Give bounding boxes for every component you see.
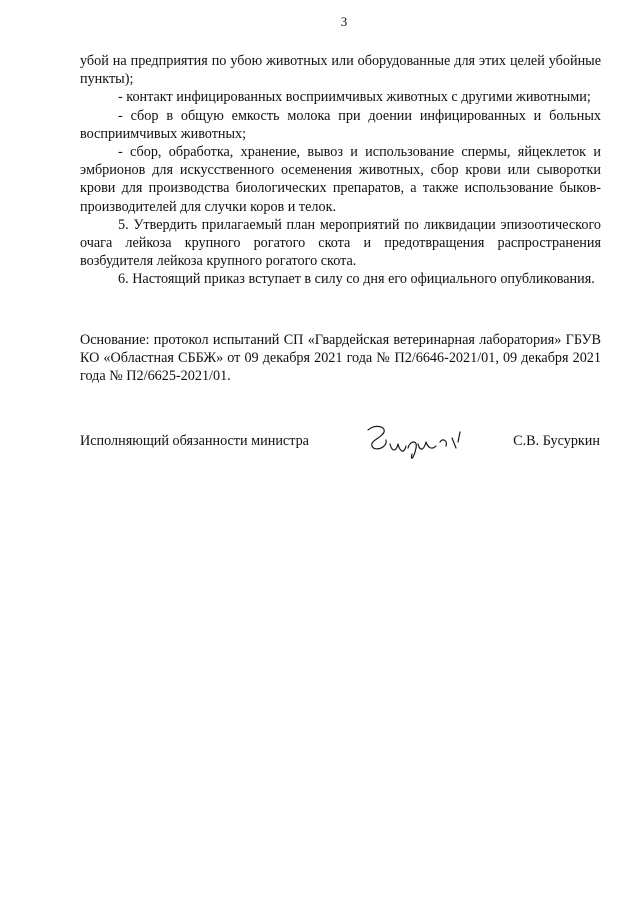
- paragraph-item-5: 5. Утвердить прилагаемый план мероприятий по ликвидации эпизоотического очага лейкоза крупного рогатого скота и предотвращения распространения возбудителя лейкоза крупного рогатого скота.: [80, 216, 601, 270]
- page-number: 3: [340, 14, 348, 29]
- paragraph-sperm: - сбор, обработка, хранение, вывоз и использование спермы, яйцеклеток и эмбрионов для искусственного осеменения животных, сбор крови или сыворотки крови для производства биологических препаратов, а также использование быков-производителей для случки коров и телок.: [80, 144, 601, 215]
- order-body: [80, 52, 601, 289]
- paragraph-contact: - контакт инфицированных восприимчивых животных с другими животными;: [118, 89, 591, 106]
- signatory-name: С.В. Бусуркин: [513, 433, 600, 449]
- paragraph-milk: - сбор в общую емкость молока при доении инфицированных и больных восприимчивых животных;: [80, 107, 601, 142]
- signatory-title: Исполняющий обязанности министра: [80, 433, 309, 449]
- handwritten-signature: [360, 418, 470, 466]
- basis-note: Основание: протокол испытаний СП «Гвардейская ветеринарная лаборатория» ГБУВ КО «Областная СББЖ» от 09 декабря 2021 года № П2/6646-2021/01, 09 декабря 2021 года № П2/6625-2021/01.: [80, 332, 601, 385]
- paragraph-item-6: 6. Настоящий приказ вступает в силу со дня его официального опубликования.: [118, 271, 595, 288]
- paragraph-slaughter: убой на предприятия по убою животных или оборудованные для этих целей убойные пункты);: [80, 53, 601, 88]
